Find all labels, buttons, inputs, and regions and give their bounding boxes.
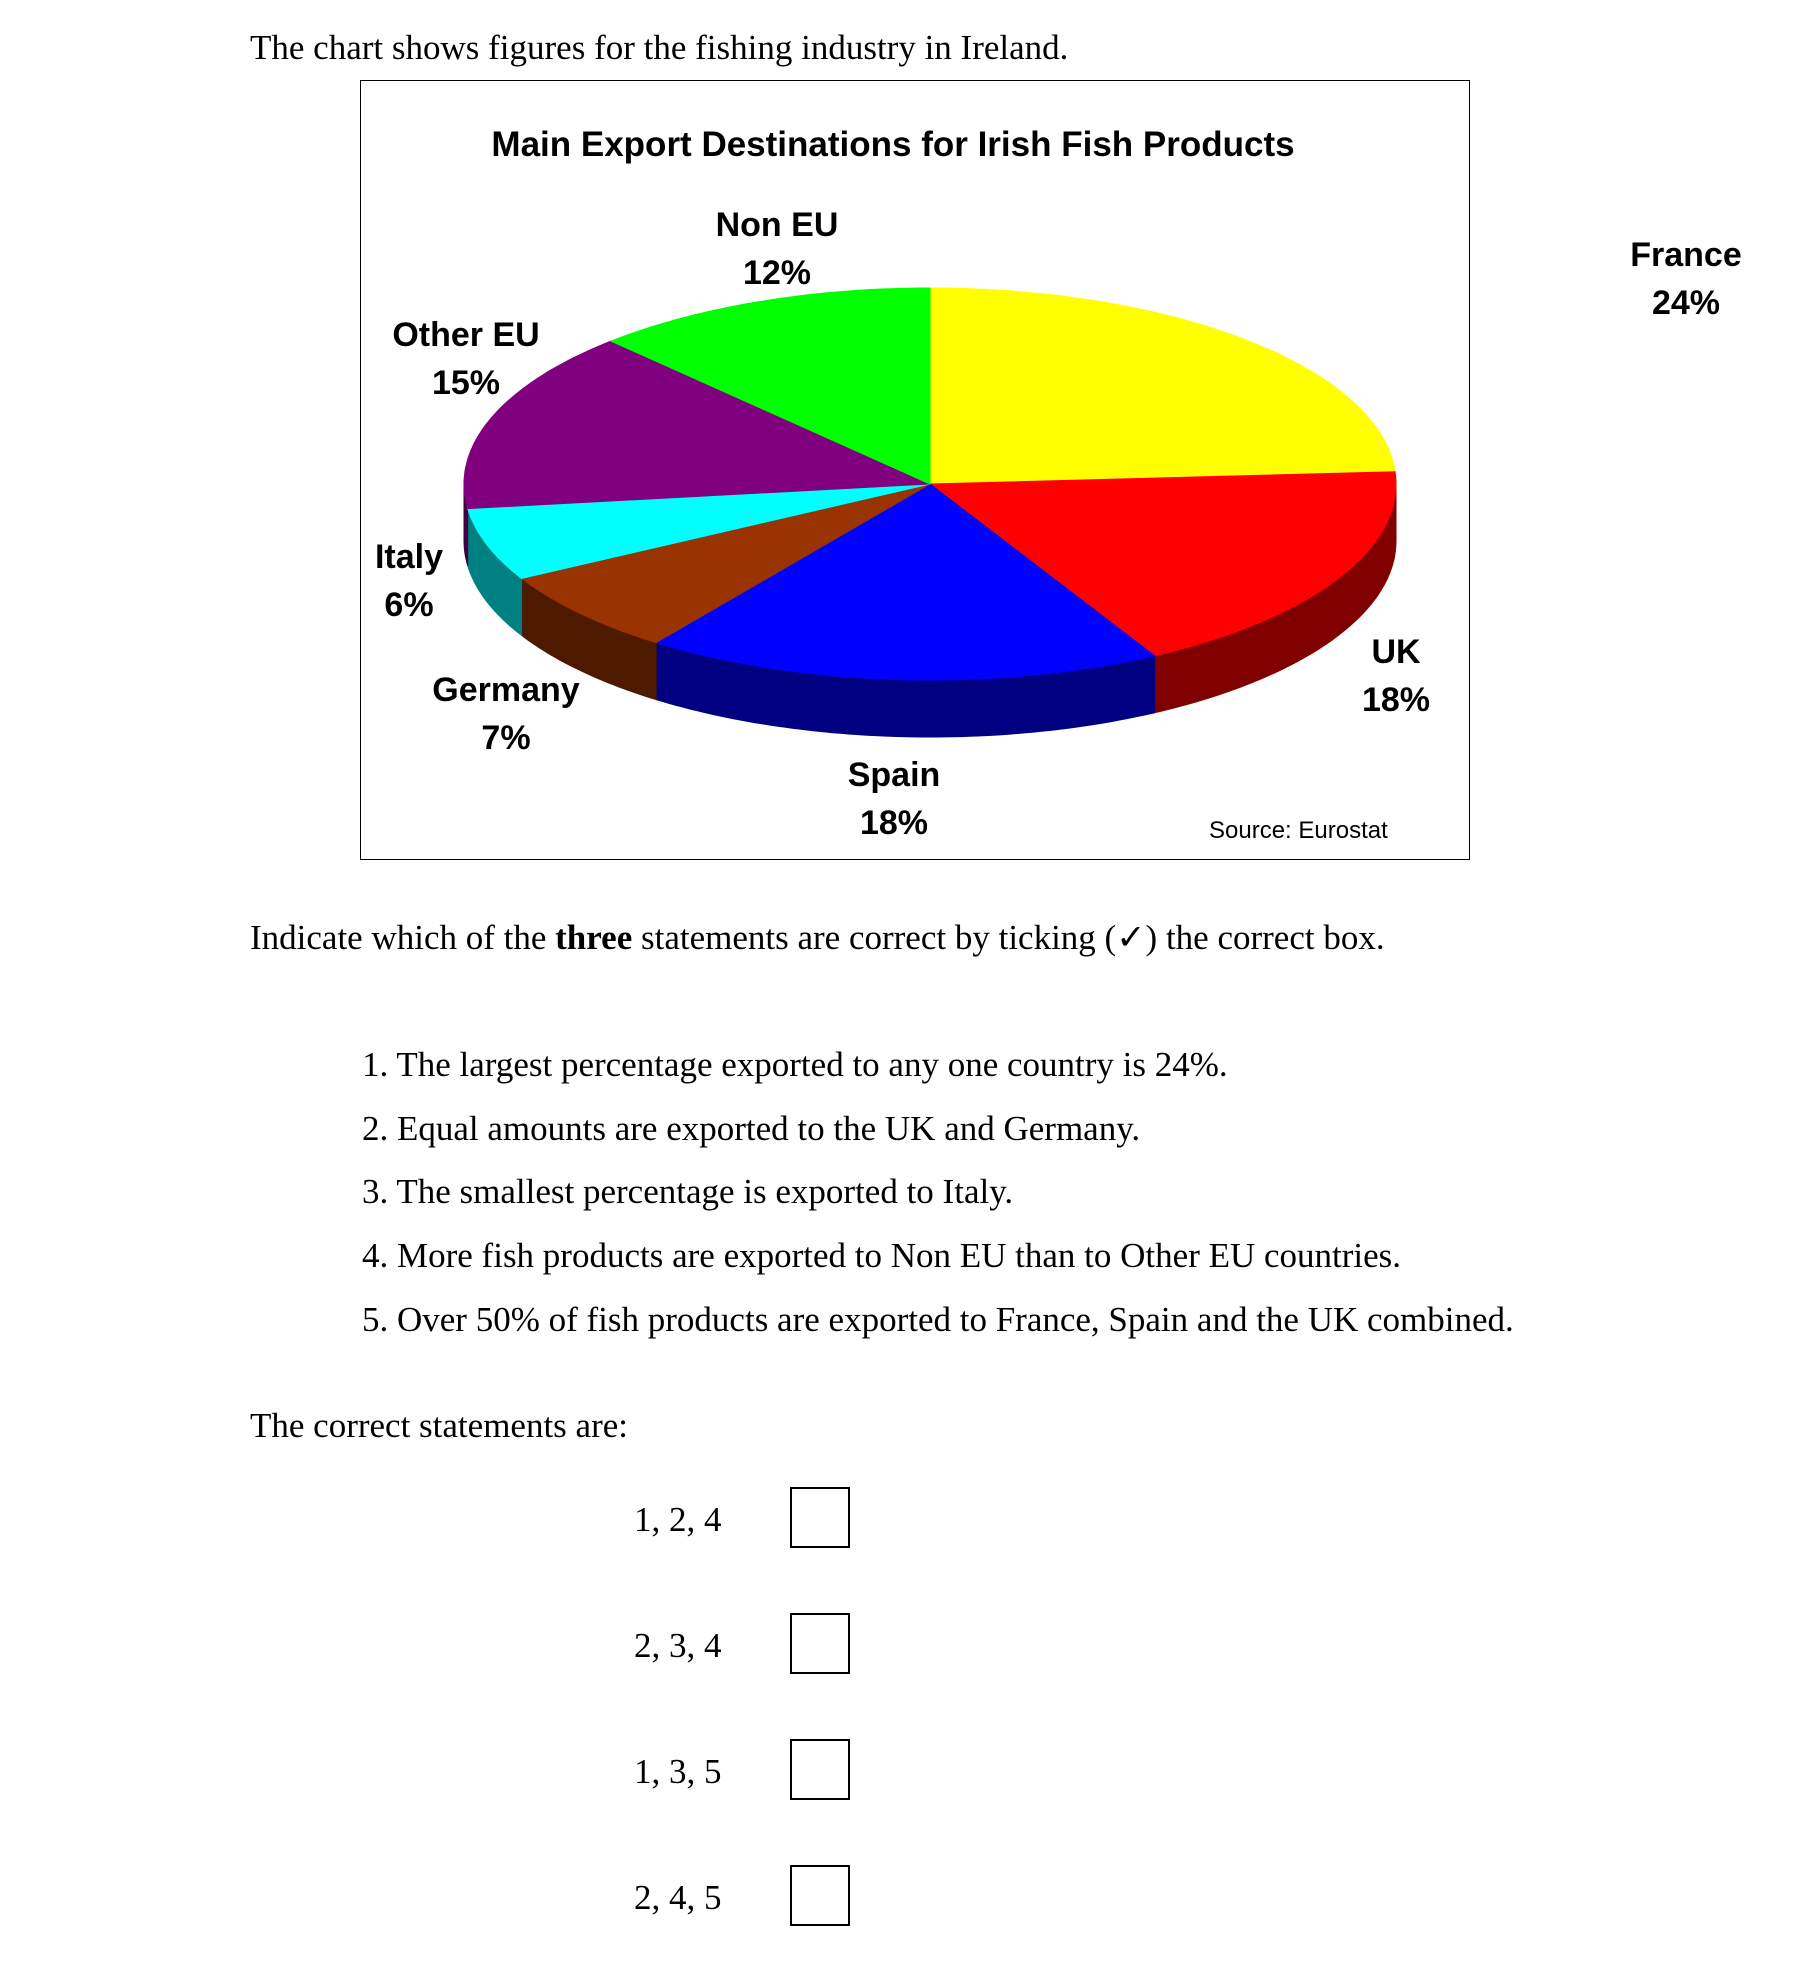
label-name: Spain: [847, 756, 941, 794]
label-name: UK: [1371, 633, 1421, 671]
label-value: 15%: [431, 364, 501, 402]
answer-prompt: The correct statements are:: [250, 1406, 628, 1445]
statement-2: 2. Equal amounts are exported to the UK and Germany.: [362, 1109, 1141, 1148]
pie-slice-france: [930, 288, 1395, 484]
option-label-4: 2, 4, 5: [634, 1878, 722, 1917]
label-name: Italy: [374, 538, 444, 576]
label-value: 24%: [1651, 284, 1721, 322]
option-label-1: 1, 2, 4: [634, 1500, 722, 1539]
option-checkbox-3[interactable]: [790, 1739, 850, 1800]
label-uk: [1362, 628, 1430, 724]
intro-text: The chart shows figures for the fishing industry in Ireland.: [250, 28, 1069, 67]
label-germany: [432, 666, 579, 762]
statement-3: 3. The smallest percentage is exported to Italy.: [362, 1172, 1014, 1211]
statement-1: 1. The largest percentage exported to any one country is 24%.: [362, 1045, 1228, 1084]
chart-title: Main Export Destinations for Irish Fish Products: [491, 125, 1295, 164]
label-value: 12%: [742, 254, 812, 292]
option-label-2: 2, 3, 4: [634, 1626, 722, 1665]
label-value: 18%: [1361, 681, 1431, 719]
label-name: Other EU: [392, 316, 540, 354]
pie-chart: [360, 80, 1742, 860]
chart-source: Source: Eurostat: [1209, 817, 1388, 844]
label-value: 6%: [384, 586, 434, 624]
label-non-eu: [716, 201, 839, 297]
label-name: France: [1630, 236, 1742, 274]
label-spain: [848, 751, 941, 847]
label-other-eu: [392, 311, 539, 407]
statement-5: 5. Over 50% of fish products are exported to France, Spain and the UK combined.: [362, 1300, 1514, 1339]
label-italy: [375, 533, 443, 629]
label-value: 18%: [859, 804, 929, 842]
option-label-3: 1, 3, 5: [634, 1752, 722, 1791]
label-name: Non EU: [715, 206, 839, 244]
option-checkbox-1[interactable]: [790, 1487, 850, 1548]
instruction-text: Indicate which of the three statements are correct by ticking (✓) the correct box.: [250, 918, 1385, 957]
option-checkbox-4[interactable]: [790, 1865, 850, 1926]
label-value: 7%: [481, 719, 531, 757]
option-checkbox-2[interactable]: [790, 1613, 850, 1674]
statement-4: 4. More fish products are exported to Non EU than to Other EU countries.: [362, 1236, 1402, 1275]
label-france: [1630, 231, 1742, 327]
label-name: Germany: [432, 671, 580, 709]
